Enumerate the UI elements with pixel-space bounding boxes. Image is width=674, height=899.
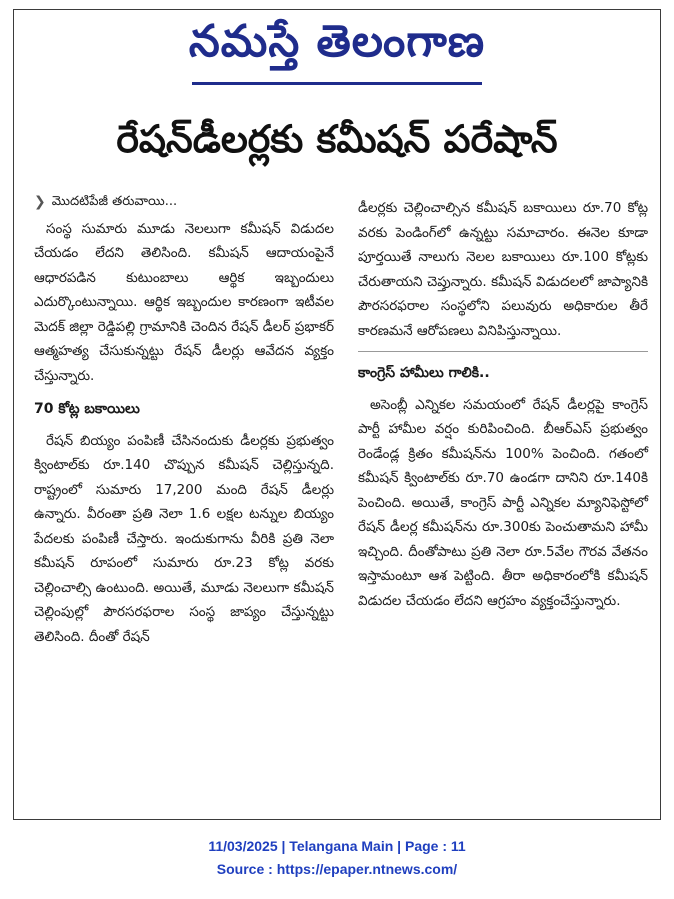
left-column (34, 190, 334, 649)
right-column (358, 196, 648, 613)
kicker-text: మొదటిపేజీ తరువాయి... (51, 194, 178, 209)
left-paragraph-1: సంస్థ సుమారు మూడు నెలలుగా కమీషన్ విడుదల చేయడం లేదని తెలిసింది. కమీషన్ ఆదాయంపైనే ఆధారపడిన కుటుంబాలు ఆర్థిక ఇబ్బందులు ఎదుర్కొంటున్నాయి. ఆర్థిక ఇబ్బందుల కారణంగా ఇటీవల మెదక్ జిల్లా రెడ్డిపల్లి గ్రామానికి చెందిన రేషన్ డీలర్ ప్రభాకర్ ఆత్మహత్య చేసుకున్నట్టు రేషన్ డీలర్లు ఆవేదన వ్యక్తం చేస్తున్నారు. (34, 220, 334, 384)
right-paragraph-2: అసెంబ్లీ ఎన్నికల సమయంలో రేషన్ డీలర్లపై కాంగ్రెస్ పార్టీ హామీల వర్షం కురిపించింది. బీఆర్‌ఎస్ ప్రభుత్వం రెండేండ్ల క్రితం కమీషన్‌ను 100% పెంచింది. గతంలో కమీషన్ క్వింటాల్‌కు రూ.70 ఉండగా దానిని రూ.140కి పెంచింది. అయితే, కాంగ్రెస్ పార్టీ ఎన్నికల మ్యానిఫెస్టోలో రేషన్ డీలర్ల కమీషన్‌ను రూ.300కు పెంచుతామని హామీ ఇచ్చింది. దీంతోపాటు ప్రతి నెలా రూ.5వేల గౌరవ వేతనం ఇస్తామంటూ ఆశ పెట్టింది. తీరా అధికారంలోకి కమీషన్ విడుదల చేయడం లేదని ఆగ్రహం వ్యక్తంచేస్తున్నారు. (358, 396, 648, 609)
left-subhead: 70 కోట్ల బకాయిలు (34, 401, 140, 417)
footer-date-line: 11/03/2025 | Telangana Main | Page : 11 (208, 838, 466, 854)
headline: రేషన్‌డీలర్లకు కమీషన్ పరేషాన్ (116, 117, 558, 161)
chevron-right-icon: ❯ (34, 194, 46, 210)
section-divider (358, 351, 648, 352)
right-subhead: కాంగ్రెస్ హామీలు గాలికి.. (358, 365, 490, 381)
masthead-divider (192, 82, 482, 85)
right-paragraph-1: డీలర్లకు చెల్లించాల్సిన కమీషన్ బకాయిలు రూ.70 కోట్ల వరకు పెండింగ్‌లో ఉన్నట్టు సమాచారం. ఈనెల కూడా పూర్తయితే నాలుగు నెలల బకాయిలు రూ.100 కోట్లకు చేరుతాయని చెప్తున్నారు. కమీషన్ విడుదలలో జాప్యానికి పౌరసరఫరాల సంస్థలోని పలువురు అధికారుల తీరే కారణమనే ఆరోపణలు వినిపిస్తున్నాయి. (358, 200, 648, 339)
footer-source-link[interactable]: Source : https://epaper.ntnews.com/ (216, 861, 458, 877)
left-paragraph-2: రేషన్ బియ్యం పంపిణీ చేసినందుకు డీలర్లకు ప్రభుత్వం క్వింటాల్‌కు రూ.140 చొప్పున కమీషన్ చెల్లిస్తున్నది. రాష్ట్రంలో సుమారు 17,200 మంది రేషన్ డీలర్లు ఉన్నారు. వీరంతా ప్రతి నెలా 1.6 లక్షల టన్నుల బియ్యం పేదలకు పంపిణీ చేస్తారు. ఇందుకుగాను వీరికి ప్రతి నెలా కమీషన్ రూపంలో సుమారు రూ.23 కోట్ల వరకు చెల్లించాల్సి ఉంటుంది. అయితే, మూడు నెలలుగా కమీషన్ చెల్లింపుల్లో పౌరసరఫరాల సంస్థ జాప్యం చేస్తున్నట్టు తెలిసింది. దీంతో రేషన్ (34, 432, 334, 645)
masthead-logo: నమస్తే తెలంగాణ (188, 16, 486, 67)
continuation-kicker (34, 190, 334, 215)
